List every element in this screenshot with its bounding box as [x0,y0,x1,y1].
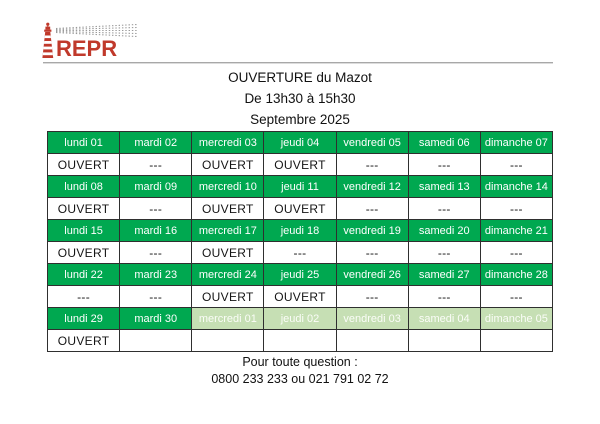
day-header-cell: lundi 01 [48,132,120,154]
day-header-cell: mercredi 10 [192,176,264,198]
day-header-cell-next-month: dimanche 05 [480,308,552,330]
week-days-row [48,220,553,242]
week-days-row [48,176,553,198]
status-cell: OUVERT [192,154,264,176]
status-cell: --- [408,154,480,176]
day-header-cell: samedi 06 [408,132,480,154]
day-header-cell: mardi 09 [120,176,192,198]
status-cell: --- [120,286,192,308]
day-header-cell: lundi 08 [48,176,120,198]
status-cell: OUVERT [264,154,336,176]
status-cell: --- [336,154,408,176]
footer-phone-numbers: 0800 233 233 ou 021 791 02 72 [211,372,389,386]
day-header-cell: mardi 23 [120,264,192,286]
status-cell: OUVERT [192,198,264,220]
status-cell: OUVERT [48,198,120,220]
status-cell [408,330,480,352]
day-header-cell: jeudi 04 [264,132,336,154]
day-header-cell: lundi 15 [48,220,120,242]
status-cell: --- [480,242,552,264]
page-title: OUVERTURE du Mazot [228,70,372,85]
header-divider [43,62,553,64]
status-cell: OUVERT [264,198,336,220]
day-header-cell: lundi 22 [48,264,120,286]
week-status-row [48,242,553,264]
week-status-row [48,286,553,308]
status-cell: --- [480,154,552,176]
status-cell [264,330,336,352]
day-header-cell: vendredi 19 [336,220,408,242]
day-header-cell: vendredi 12 [336,176,408,198]
week-status-row [48,330,553,352]
week-days-row [48,264,553,286]
status-cell: OUVERT [48,154,120,176]
status-cell: --- [408,198,480,220]
status-cell [336,330,408,352]
status-cell: --- [480,286,552,308]
day-header-cell: dimanche 14 [480,176,552,198]
day-header-cell-next-month: jeudi 02 [264,308,336,330]
week-days-row [48,132,553,154]
status-cell [192,330,264,352]
day-header-cell: mardi 02 [120,132,192,154]
footer-question: Pour toute question : [242,355,358,369]
day-header-cell: lundi 29 [48,308,120,330]
status-cell: --- [408,286,480,308]
day-header-cell: vendredi 05 [336,132,408,154]
day-header-cell: dimanche 28 [480,264,552,286]
day-header-cell: jeudi 11 [264,176,336,198]
schedule-table [47,131,553,352]
status-cell: --- [336,242,408,264]
status-cell [480,330,552,352]
footer-block [0,354,600,388]
day-header-cell: samedi 27 [408,264,480,286]
status-cell: --- [264,242,336,264]
status-cell: OUVERT [192,242,264,264]
day-header-cell: samedi 13 [408,176,480,198]
status-cell: --- [120,242,192,264]
status-cell: --- [480,198,552,220]
day-header-cell-next-month: samedi 04 [408,308,480,330]
day-header-cell: samedi 20 [408,220,480,242]
day-header-cell-next-month: mercredi 01 [192,308,264,330]
week-status-row [48,198,553,220]
day-header-cell-next-month: vendredi 03 [336,308,408,330]
day-header-cell: mercredi 24 [192,264,264,286]
week-days-row [48,308,553,330]
schedule-table-wrap [47,131,553,352]
month-label: Septembre 2025 [250,112,350,127]
status-cell: --- [120,154,192,176]
status-cell: OUVERT [264,286,336,308]
status-cell [120,330,192,352]
day-header-cell: jeudi 25 [264,264,336,286]
logo-text: REPR [56,36,118,60]
status-cell: --- [120,198,192,220]
repr-logo [41,22,151,60]
opening-hours: De 13h30 à 15h30 [244,91,356,106]
status-cell: --- [48,286,120,308]
day-header-cell: mardi 16 [120,220,192,242]
day-header-cell: mercredi 17 [192,220,264,242]
title-block [0,67,600,130]
status-cell: --- [408,242,480,264]
status-cell: OUVERT [192,286,264,308]
day-header-cell: dimanche 07 [480,132,552,154]
day-header-cell: mercredi 03 [192,132,264,154]
status-cell: OUVERT [48,242,120,264]
status-cell: --- [336,198,408,220]
status-cell: --- [336,286,408,308]
status-cell: OUVERT [48,330,120,352]
lighthouse-icon [41,22,151,60]
day-header-cell: vendredi 26 [336,264,408,286]
day-header-cell: jeudi 18 [264,220,336,242]
day-header-cell: dimanche 21 [480,220,552,242]
week-status-row [48,154,553,176]
day-header-cell: mardi 30 [120,308,192,330]
